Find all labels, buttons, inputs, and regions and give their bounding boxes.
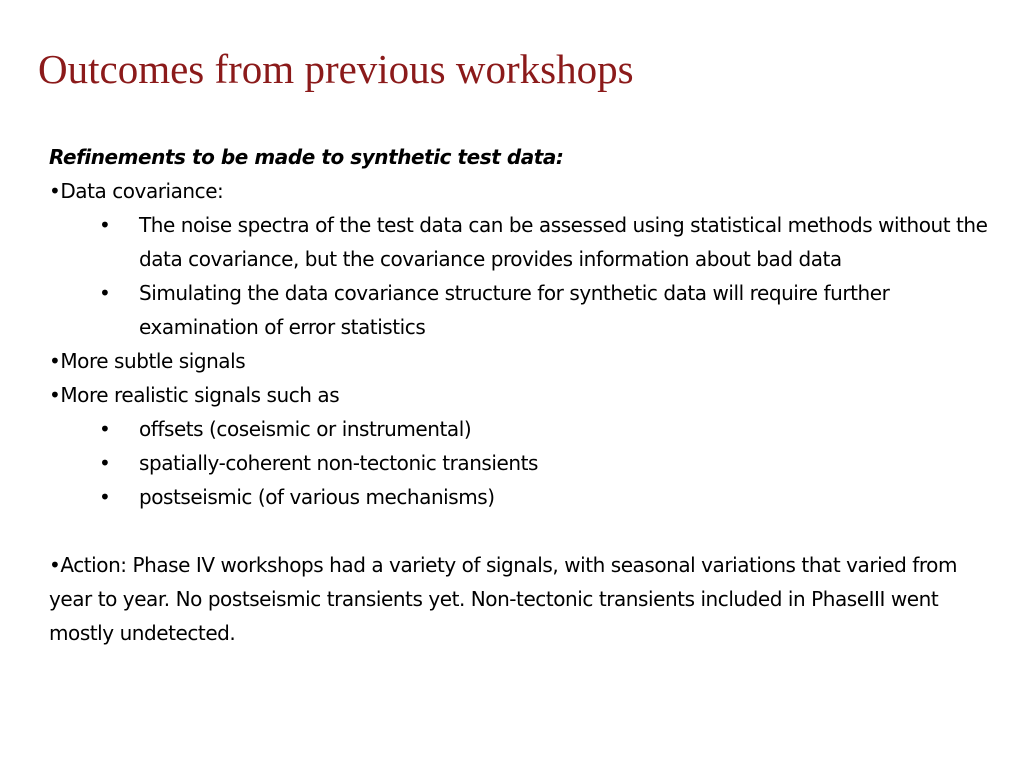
bullet-icon: •: [49, 349, 61, 373]
sub-bullet-text: postseismic (of various mechanisms): [139, 485, 495, 509]
bullet-icon: •: [99, 213, 111, 237]
bullet-action: [49, 548, 989, 650]
bullet-icon: •: [49, 179, 61, 203]
slide-body: [49, 140, 989, 650]
section-heading: Refinements to be made to synthetic test data:: [49, 145, 564, 169]
action-text: Action: Phase IV workshops had a variety of signals, with seasonal variations that varied from year to year. No postseismic transients yet. Non-tectonic transients included in PhaseIII went mostly undetected.: [49, 553, 957, 645]
bullet-icon: •: [99, 485, 111, 509]
bullet-realistic-signals: [49, 378, 989, 412]
bullet-data-covariance: [49, 174, 989, 208]
bullet-text: More realistic signals such as: [60, 383, 340, 407]
spacer: [49, 514, 989, 548]
bullet-icon: •: [99, 451, 111, 475]
sub-bullet-text: spatially-coherent non-tectonic transients: [139, 451, 538, 475]
bullet-icon: •: [99, 281, 111, 305]
sub-bullet-text: The noise spectra of the test data can be assessed using statistical methods without the data covariance, but the covariance provides information about bad data: [139, 213, 988, 271]
sub-bullet-text: offsets (coseismic or instrumental): [139, 417, 472, 441]
bullet-subtle-signals: [49, 344, 989, 378]
sub-bullet-postseismic: [99, 480, 989, 514]
sub-bullet-text: Simulating the data covariance structure for synthetic data will require further examination of error statistics: [139, 281, 890, 339]
bullet-icon: •: [99, 417, 111, 441]
sub-bullet-simulating-covariance: [99, 276, 989, 344]
sub-bullet-offsets: [99, 412, 989, 446]
bullet-text: Data covariance:: [60, 179, 224, 203]
bullet-icon: •: [49, 383, 61, 407]
slide-title: Outcomes from previous workshops: [38, 46, 634, 92]
sub-bullet-noise-spectra: [99, 208, 989, 276]
sub-bullet-transients: [99, 446, 989, 480]
bullet-text: More subtle signals: [60, 349, 246, 373]
bullet-icon: •: [49, 553, 61, 577]
